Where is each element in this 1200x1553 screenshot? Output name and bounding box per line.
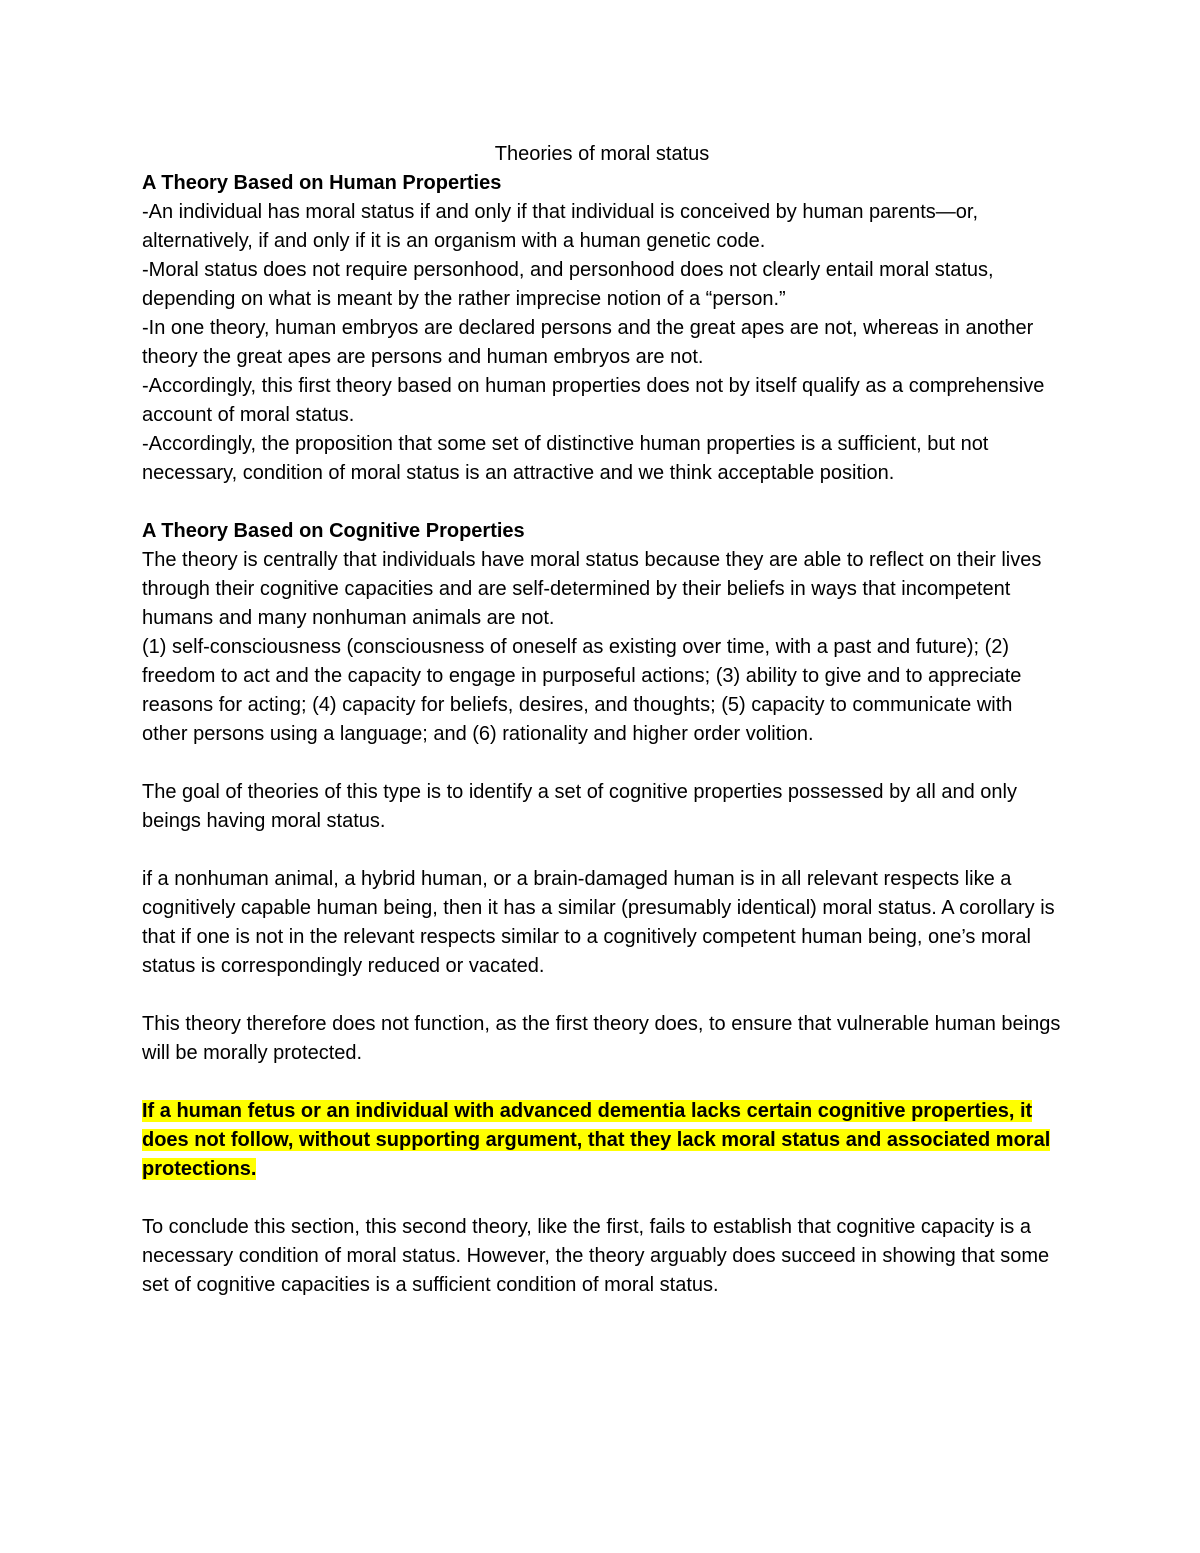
paragraph-gap (142, 1068, 1062, 1097)
document-page (142, 140, 1062, 1300)
paragraph-gap (142, 981, 1062, 1010)
paragraph-gap (142, 836, 1062, 865)
point-2: -Moral status does not require personhood, and personhood does not clearly entail moral status, depending on what is meant by the rather imprecise notion of a “person.” (142, 259, 994, 310)
paragraph-gap (142, 488, 1062, 517)
function-paragraph: This theory therefore does not function, as the first theory does, to ensure that vulnerable human beings will be morally protected. (142, 1013, 1061, 1064)
point-3: -In one theory, human embryos are declared persons and the great apes are not, whereas in another theory the great apes are persons and human embryos are not. (142, 317, 1034, 368)
highlighted-paragraph (142, 1097, 1062, 1184)
corollary-paragraph: if a nonhuman animal, a hybrid human, or a brain-damaged human is in all relevant respects like a cognitively capable human being, then it has a similar (presumably identical) moral status. A corollary is that if one is not in the relevant respects similar to a cognitively competent human being, one’s moral status is correspondingly reduced or vacated. (142, 868, 1055, 977)
cognitive-list-paragraph: (1) self-consciousness (consciousness of oneself as existing over time, with a past and future); (2) freedom to act and the capacity to engage in purposeful actions; (3) ability to give and to appreciate reasons for acting; (4) capacity for beliefs, desires, and thoughts; (5) capacity to communicate with other persons using a language; and (6) rationality and higher order volition. (142, 636, 1022, 745)
document-title: Theories of moral status (494, 143, 710, 165)
conclusion-paragraph: To conclude this section, this second theory, like the first, fails to establish that cognitive capacity is a necessary condition of moral status. However, the theory arguably does succeed in showing that some set of cognitive capacities is a sufficient condition of moral status. (142, 1216, 1050, 1296)
paragraph-gap (142, 1184, 1062, 1213)
paragraph-gap (142, 749, 1062, 778)
section-heading-human-properties: A Theory Based on Human Properties (142, 172, 502, 194)
highlighted-text: If a human fetus or an individual with advanced dementia lacks certain cognitive properties, it does not follow, without supporting argument, that they lack moral status and associated moral protections. (142, 1100, 1051, 1180)
point-5: -Accordingly, the proposition that some set of distinctive human properties is a sufficient, but not necessary, condition of moral status is an attractive and we think acceptable position. (142, 433, 989, 484)
section-heading-cognitive-properties: A Theory Based on Cognitive Properties (142, 520, 525, 542)
cognitive-intro-paragraph: The theory is centrally that individuals have moral status because they are able to reflect on their lives through their cognitive capacities and are self-determined by their beliefs in ways that incompetent humans and many nonhuman animals are not. (142, 549, 1042, 629)
goal-paragraph: The goal of theories of this type is to identify a set of cognitive properties possessed by all and only beings having moral status. (142, 781, 1017, 832)
point-4: -Accordingly, this first theory based on human properties does not by itself qualify as a comprehensive account of moral status. (142, 375, 1045, 426)
point-1: -An individual has moral status if and only if that individual is conceived by human parents—or, alternatively, if and only if it is an organism with a human genetic code. (142, 201, 979, 252)
